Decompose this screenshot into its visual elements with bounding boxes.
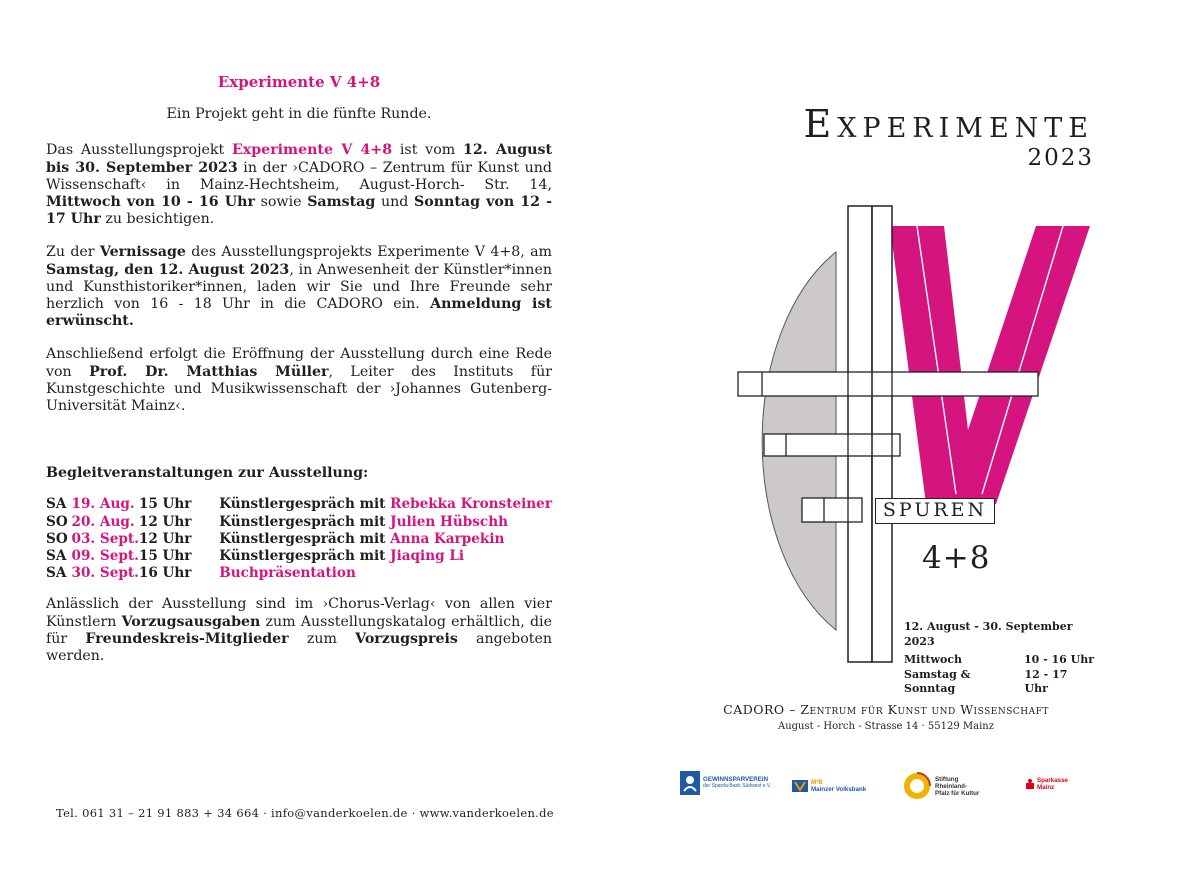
event-row (46, 548, 552, 565)
volksbank-icon (792, 780, 808, 792)
paragraph-catalog: Anlässlich der Ausstellung sind im ›Chorus-Verlag‹ von allen vier Künstlern Vorzugsausgaben zum Ausstellungskatalog erhältlich, die für Freundeskreis-Mitglieder zum Vorzugspreis angeboten werden. (46, 596, 552, 665)
venue-name: CADORO – Zentrum für Kunst und Wissenschaft (723, 702, 1049, 717)
event-description: Künstlergespräch mit Anna Karpekin (219, 530, 505, 547)
exhibition-year: 2023 (1027, 145, 1094, 171)
event-day: SA (46, 565, 67, 582)
exhibition-numbers: 4+8 (922, 540, 991, 576)
hours-row: Samstag & Sonntag 12 - 17 Uhr (904, 667, 1068, 695)
invitation-text (46, 74, 552, 665)
event-day: SO (46, 513, 68, 530)
event-day: SA (46, 496, 67, 513)
sponsor-stiftung-logo: Stiftung Rheinland-Pfalz für Kultur (902, 771, 981, 801)
horizontal-bar-bottom (802, 498, 862, 522)
opening-hours (904, 620, 1094, 697)
event-row (46, 496, 552, 513)
sponsor-sparkasse-logo: Sparkasse Mainz (1026, 777, 1077, 791)
event-time: 12 Uhr (138, 530, 192, 547)
contact-footer: Tel. 061 31 – 21 91 883 + 34 664 · info@vanderkoelen.de · www.vanderkoelen.de (56, 806, 554, 820)
exhibition-title: Experimente (803, 102, 1094, 146)
left-title: Experimente V 4+8 (217, 73, 381, 91)
horizontal-bar-middle (764, 434, 900, 456)
paragraph-opening: Anschließend erfolgt die Eröffnung der Ausstellung durch eine Rede von Prof. Dr. Matthias Müller, Leiter des Instituts für Kunstgeschichte und Musikwissenschaft der ›Johannes Gutenberg-Universität Mainz‹. (46, 346, 552, 415)
hours-row: Mittwoch 10 - 16 Uhr (904, 653, 1094, 666)
event-day: SA (46, 548, 67, 565)
event-row (46, 565, 552, 582)
events-table (46, 496, 552, 582)
left-subtitle: Ein Projekt geht in die fünfte Runde. (166, 106, 432, 123)
event-date: 20. Aug. (71, 513, 135, 530)
date-range: 12. August - 30. September 2023 (904, 620, 1073, 648)
event-time: 16 Uhr (138, 565, 192, 582)
event-date: 09. Sept. (71, 548, 139, 565)
event-time: 15 Uhr (138, 548, 192, 565)
gewinnsparverein-icon (680, 771, 700, 795)
event-description: Künstlergespräch mit Rebekka Kronsteiner (219, 496, 552, 513)
horizontal-bar-top (738, 372, 1038, 396)
event-time: 15 Uhr (138, 496, 192, 513)
magenta-v (890, 226, 1090, 504)
event-date: 30. Sept. (71, 565, 139, 582)
event-row (46, 514, 552, 531)
event-day: SO (46, 530, 68, 547)
sparkasse-icon (1026, 779, 1034, 789)
event-date: 19. Aug. (71, 496, 135, 513)
event-row (46, 531, 552, 548)
event-description: Buchpräsentation (219, 565, 356, 582)
event-description: Künstlergespräch mit Jiaqing Li (219, 548, 465, 565)
stiftung-sun-icon (902, 771, 932, 801)
sponsor-logos (680, 771, 1080, 801)
venue-address: August - Horch - Strasse 14 · 55129 Mainz (777, 721, 995, 732)
sponsor-volksbank-logo: M³B Mainzer Volksbank (792, 779, 866, 793)
v-logo-graphic (686, 204, 1096, 664)
sponsor-gewinnsparverein-logo: GEWINNSPARVEREIN der Sparda-Bank Südwest e.V. (680, 771, 771, 795)
event-date: 03. Sept. (71, 530, 139, 547)
event-description: Künstlergespräch mit Julien Hübschh (219, 513, 508, 530)
event-time: 12 Uhr (138, 513, 192, 530)
paragraph-vernissage: Zu der Vernissage des Ausstellungsprojekts Experimente V 4+8, am Samstag, den 12. August 2023, in Anwesenheit der Künstler*innen und Kunsthistoriker*innen, laden wir Sie und Ihre Freunde sehr herzlich von 16 - 18 Uhr in die CADORO ein. Anmeldung ist erwünscht. (46, 244, 553, 330)
venue-block (686, 702, 1086, 732)
events-heading: Begleitveranstaltungen zur Ausstellung: (46, 465, 369, 482)
spuren-label: SPUREN (875, 498, 995, 524)
paragraph-dates: Das Ausstellungsprojekt Experimente V 4+8 ist vom 12. August bis 30. September 2023 in der ›CADORO – Zentrum für Kunst und Wissenschaft‹ in Mainz-Hechtsheim, August-Horch- Str. 14, Mittwoch von 10 - 16 Uhr sowie Samstag und Sonntag von 12 - 17 Uhr zu besichtigen. (46, 142, 553, 228)
